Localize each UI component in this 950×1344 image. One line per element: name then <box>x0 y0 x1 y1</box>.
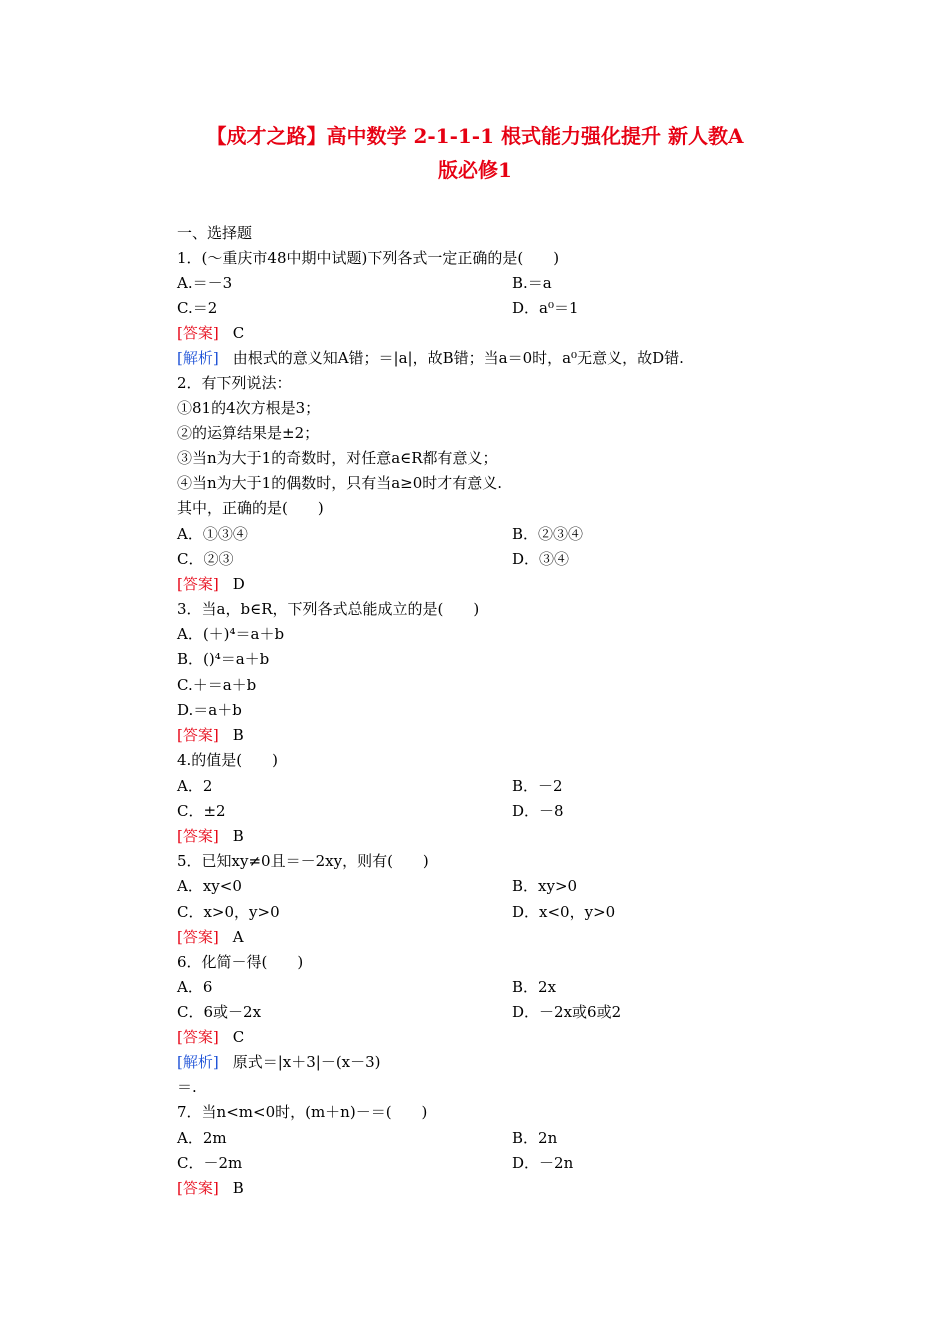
answer-tag: [答案] <box>177 1028 219 1046</box>
q5-option-d: D．x<0，y>0 <box>512 903 616 921</box>
q5-option-c: C．x>0，y>0 <box>177 903 280 921</box>
q2-stem: 2．有下列说法： <box>177 374 292 392</box>
q2-option-a: A．①③④ <box>177 525 248 543</box>
q1-option-d: D．a⁰＝1 <box>512 299 579 317</box>
q1-answer-value: C <box>232 324 245 342</box>
q1-option-c: C.＝2 <box>177 299 218 317</box>
q3-option-c: C.＋＝a＋b <box>177 676 257 694</box>
q6-analysis <box>177 1052 381 1072</box>
answer-tag: [答案] <box>177 726 219 744</box>
q4-option-a: A．2 <box>177 777 213 795</box>
q7-answer-value: B <box>232 1179 244 1197</box>
answer-tag: [答案] <box>177 1179 219 1197</box>
q3-option-d: D.＝a＋b <box>177 701 242 719</box>
answer-tag: [答案] <box>177 324 219 342</box>
q2-statement-2: ②的运算结果是±2； <box>177 424 320 442</box>
q7-option-d: D．－2n <box>512 1154 574 1172</box>
q6-answer-value: C <box>232 1028 245 1046</box>
q5-stem: 5．已知xy≠0且＝－2xy，则有( ) <box>177 852 429 870</box>
answer-tag: [答案] <box>177 575 219 593</box>
q4-option-b: B．－2 <box>512 777 563 795</box>
q4-option-c: C．±2 <box>177 802 226 820</box>
q7-stem: 7．当n<m<0时，(m＋n)－＝( ) <box>177 1103 428 1121</box>
q2-ask: 其中，正确的是( ) <box>177 499 324 517</box>
q4-stem: 4.的值是( ) <box>177 751 279 769</box>
q2-option-b: B．②③④ <box>512 525 584 543</box>
q2-option-d: D．③④ <box>512 550 570 568</box>
q4-answer <box>177 826 244 846</box>
q7-option-a: A．2m <box>177 1129 227 1147</box>
q3-answer-value: B <box>232 726 244 744</box>
q1-option-a: A.＝－3 <box>177 274 233 292</box>
q3-option-b: B．()⁴＝a＋b <box>177 650 270 668</box>
q1-answer <box>177 323 244 343</box>
analysis-tag: [解析] <box>177 349 219 367</box>
q6-option-b: B．2x <box>512 978 557 996</box>
q5-option-b: B．xy>0 <box>512 877 578 895</box>
q6-answer <box>177 1027 244 1047</box>
title-line-2: 版必修1 <box>438 158 512 182</box>
q7-option-b: B．2n <box>512 1129 558 1147</box>
q3-answer <box>177 725 244 745</box>
q4-answer-value: B <box>232 827 244 845</box>
q5-answer-value: A <box>232 928 244 946</box>
q2-statement-1: ①81的4次方根是3； <box>177 399 321 417</box>
title-line-1: 【成才之路】高中数学 2-1-1-1 根式能力强化提升 新人教A <box>206 124 744 148</box>
q4-option-d: D．－8 <box>512 802 564 820</box>
q6-option-a: A．6 <box>177 978 213 996</box>
q3-option-a: A．(＋)⁴＝a＋b <box>177 625 285 643</box>
q5-option-a: A．xy<0 <box>177 877 242 895</box>
q6-stem: 6．化简－得( ) <box>177 953 304 971</box>
answer-tag: [答案] <box>177 827 219 845</box>
q7-answer <box>177 1178 244 1198</box>
q6-analysis-text: 原式＝|x＋3|－(x－3) <box>232 1053 381 1071</box>
q2-answer <box>177 574 245 594</box>
q7-option-c: C．－2m <box>177 1154 243 1172</box>
q5-answer <box>177 927 244 947</box>
q1-analysis <box>177 348 684 368</box>
q1-stem: 1．(～重庆市48中期中试题)下列各式一定正确的是( ) <box>177 249 560 267</box>
answer-tag: [答案] <box>177 928 219 946</box>
q2-statement-3: ③当n为大于1的奇数时，对任意a∈R都有意义； <box>177 449 498 467</box>
q6-option-c: C．6或－2x <box>177 1003 262 1021</box>
q2-answer-value: D <box>232 575 245 593</box>
q6-option-d: D．－2x或6或2 <box>512 1003 622 1021</box>
section-heading: 一、选择题 <box>177 224 253 242</box>
q1-option-b: B.＝a <box>512 274 552 292</box>
q2-statement-4: ④当n为大于1的偶数时，只有当a≥0时才有意义. <box>177 474 503 492</box>
q3-stem: 3．当a，b∈R，下列各式总能成立的是( ) <box>177 600 480 618</box>
analysis-tag: [解析] <box>177 1053 219 1071</box>
q2-option-c: C．②③ <box>177 550 234 568</box>
q1-analysis-text: 由根式的意义知A错；＝|a|，故B错；当a＝0时，a⁰无意义，故D错. <box>232 349 684 367</box>
q6-analysis-continued: ＝. <box>177 1078 197 1096</box>
